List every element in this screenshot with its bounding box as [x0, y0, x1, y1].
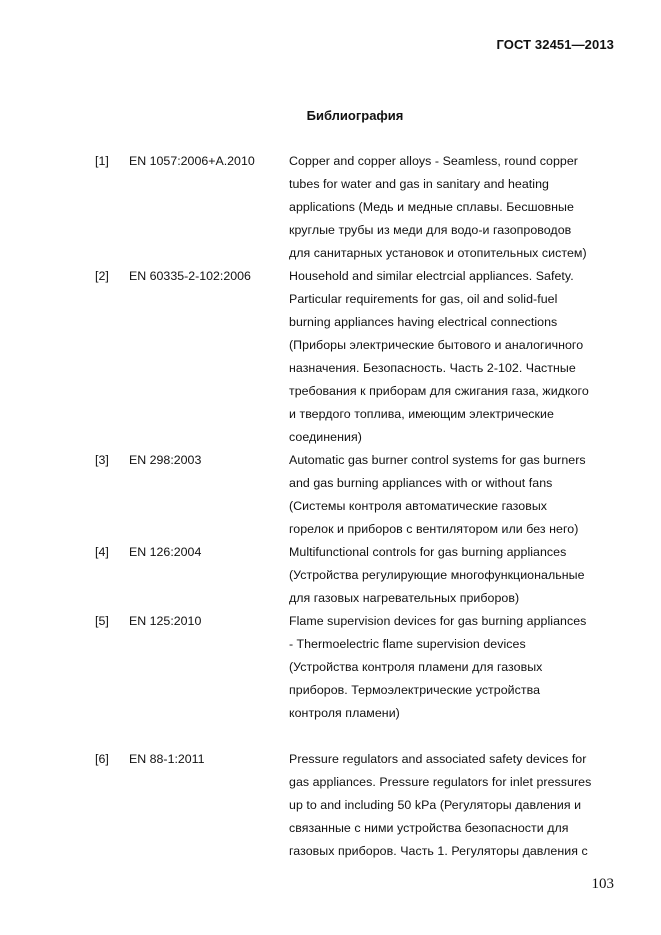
- reference-code: EN 1057:2006+A.2010: [129, 154, 255, 168]
- reference-line: (Устройства контроля пламени для газовых: [289, 660, 543, 674]
- reference-line: приборов. Термоэлектрические устройства: [289, 683, 541, 697]
- reference-line: Multifunctional controls for gas burning appliances: [289, 545, 567, 559]
- reference-number: [6]: [95, 752, 109, 766]
- reference-line: требования к приборам для сжигания газа, жидкого: [289, 384, 589, 398]
- reference-1: [0, 150, 661, 265]
- page-number: 103: [591, 876, 614, 892]
- reference-text: [289, 610, 619, 725]
- reference-line: Pressure regulators and associated safety devices for: [289, 752, 587, 766]
- reference-line: up to and including 50 kPa (Регуляторы давления и: [289, 798, 582, 812]
- reference-line: Copper and copper alloys - Seamless, round copper: [289, 154, 578, 168]
- reference-line: связанные с ними устройства безопасности для: [289, 821, 569, 835]
- reference-text: [289, 748, 619, 863]
- reference-line: и твердого топлива, имеющим электрические: [289, 407, 554, 421]
- reference-line: назначения. Безопасность. Часть 2-102. Частные: [289, 361, 576, 375]
- reference-line: соединения): [289, 430, 362, 444]
- reference-text: [289, 265, 619, 449]
- reference-line: - Thermoelectric flame supervision devices: [289, 637, 526, 651]
- reference-text: [289, 449, 619, 541]
- reference-text: [289, 150, 619, 265]
- reference-code: EN 298:2003: [129, 453, 202, 467]
- spacer: [0, 725, 661, 748]
- reference-line: для санитарных установок и отопительных систем): [289, 246, 587, 260]
- reference-3: [0, 449, 661, 541]
- reference-line: контроля пламени): [289, 706, 400, 720]
- reference-line: burning appliances having electrical connections: [289, 315, 558, 329]
- reference-line: газовых приборов. Часть 1. Регуляторы давления с: [289, 844, 588, 858]
- reference-line: gas appliances. Pressure regulators for inlet pressures: [289, 775, 592, 789]
- reference-code: EN 60335-2-102:2006: [129, 269, 251, 283]
- reference-line: tubes for water and gas in sanitary and heating: [289, 177, 549, 191]
- reference-number: [1]: [95, 154, 109, 168]
- reference-number: [3]: [95, 453, 109, 467]
- page-title: Библиография: [306, 108, 404, 123]
- reference-line: (Приборы электрические бытового и аналогичного: [289, 338, 584, 352]
- bibliography-list: [0, 150, 661, 863]
- reference-code: EN 125:2010: [129, 614, 202, 628]
- reference-6: [0, 748, 661, 863]
- reference-number: [5]: [95, 614, 109, 628]
- reference-code: EN 88-1:2011: [129, 752, 205, 766]
- reference-number: [4]: [95, 545, 109, 559]
- document-header: ГОСТ 32451—2013: [496, 37, 614, 52]
- reference-line: (Устройства регулирующие многофункциональные: [289, 568, 585, 582]
- reference-code: EN 126:2004: [129, 545, 202, 559]
- reference-line: Particular requirements for gas, oil and solid-fuel: [289, 292, 558, 306]
- reference-line: круглые трубы из меди для водо-и газопроводов: [289, 223, 572, 237]
- reference-line: applications (Медь и медные сплавы. Бесшовные: [289, 200, 574, 214]
- reference-5: [0, 610, 661, 725]
- reference-number: [2]: [95, 269, 109, 283]
- reference-line: для газовых нагревательных приборов): [289, 591, 520, 605]
- reference-line: Flame supervision devices for gas burning appliances: [289, 614, 587, 628]
- reference-4: [0, 541, 661, 610]
- reference-line: and gas burning appliances with or without fans: [289, 476, 553, 490]
- reference-line: (Системы контроля автоматические газовых: [289, 499, 548, 513]
- reference-line: Household and similar electrcial appliances. Safety.: [289, 269, 574, 283]
- reference-line: Automatic gas burner control systems for gas burners: [289, 453, 586, 467]
- reference-line: горелок и приборов с вентилятором или без него): [289, 522, 579, 536]
- reference-text: [289, 541, 619, 610]
- reference-2: [0, 265, 661, 449]
